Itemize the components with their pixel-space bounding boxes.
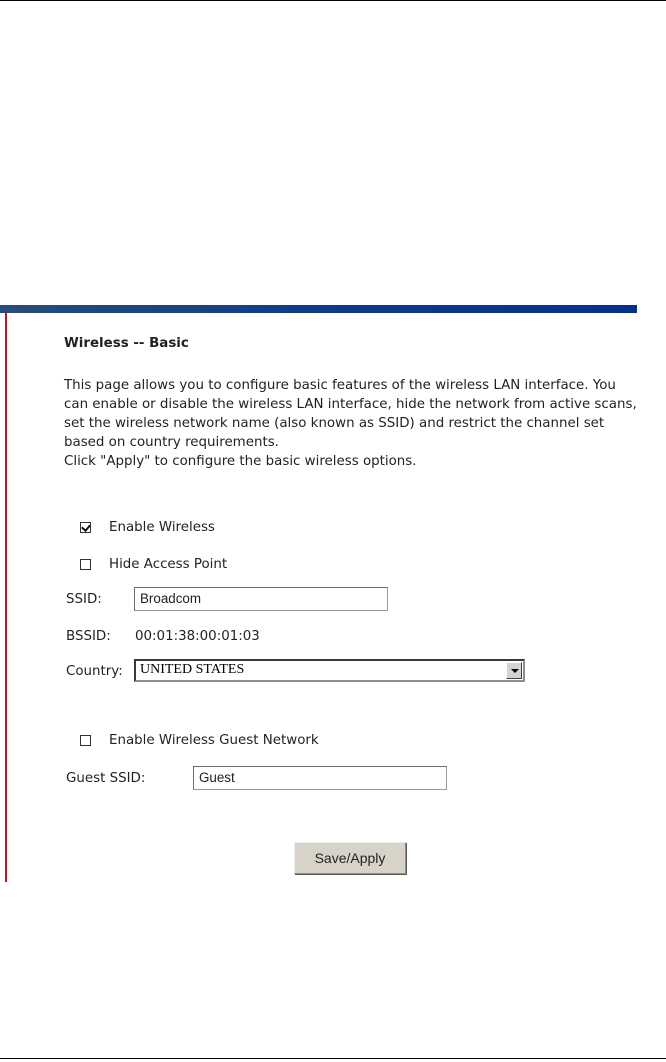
page-title: Wireless -- Basic — [64, 336, 189, 351]
hide-access-point-row — [80, 557, 227, 572]
save-apply-button[interactable]: Save/Apply — [294, 842, 406, 874]
header-bar — [0, 305, 637, 313]
bssid-value: 00:01:38:00:01:03 — [135, 629, 260, 644]
bottom-rule — [0, 1058, 666, 1059]
description-line: based on country requirements. — [64, 435, 279, 450]
enable-wireless-row — [80, 520, 215, 535]
hide-access-point-checkbox[interactable] — [80, 559, 91, 570]
ssid-label: SSID: — [66, 592, 102, 607]
enable-wireless-label: Enable Wireless — [109, 520, 215, 535]
country-selected-value: UNITED STATES — [140, 662, 245, 677]
country-select[interactable] — [134, 659, 525, 682]
description-line: set the wireless network name (also known as SSID) and restrict the channel set — [64, 416, 605, 431]
router-config-frame — [0, 305, 637, 882]
chevron-down-icon[interactable] — [506, 662, 522, 679]
bssid-label: BSSID: — [66, 629, 111, 644]
page-description — [64, 376, 664, 471]
guest-ssid-label: Guest SSID: — [66, 771, 146, 786]
side-rule — [5, 313, 7, 882]
enable-guest-network-label: Enable Wireless Guest Network — [109, 733, 319, 748]
enable-wireless-checkbox[interactable] — [80, 522, 91, 533]
description-line: Click "Apply" to configure the basic wireless options. — [64, 454, 417, 469]
hide-access-point-label: Hide Access Point — [109, 557, 228, 572]
description-line: can enable or disable the wireless LAN interface, hide the network from active scans, — [64, 397, 637, 412]
guest-ssid-input[interactable]: Guest — [193, 766, 447, 790]
top-rule — [0, 0, 666, 1]
enable-guest-network-checkbox[interactable] — [80, 735, 91, 746]
ssid-input[interactable]: Broadcom — [134, 587, 388, 611]
country-label: Country: — [66, 664, 123, 679]
description-line: This page allows you to configure basic features of the wireless LAN interface. You — [64, 378, 616, 393]
guest-network-row — [80, 733, 319, 748]
